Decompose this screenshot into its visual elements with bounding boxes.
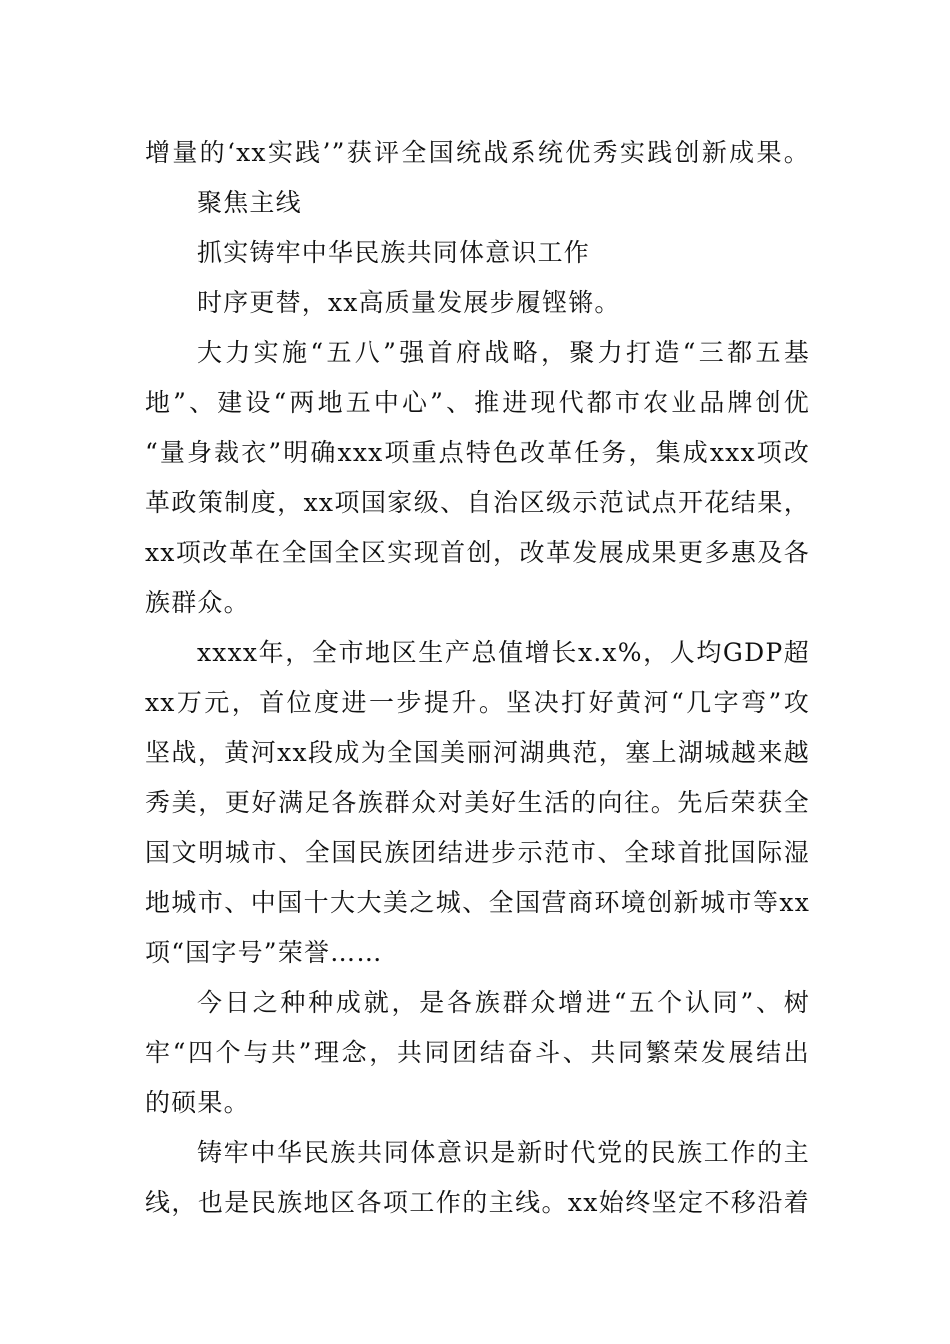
text-line: 项“国字号”荣誉……	[145, 938, 383, 967]
text-line: 今日之种种成就，是各族群众增进“五个认同”、树	[197, 988, 810, 1017]
text-line: 线，也是民族地区各项工作的主线。xx始终坚定不移沿着	[145, 1188, 810, 1217]
text-line: 铸牢中华民族共同体意识是新时代党的民族工作的主	[197, 1138, 810, 1167]
text-line: 时序更替，xx高质量发展步履铿锵。	[197, 288, 621, 317]
section-heading: 聚焦主线	[197, 188, 302, 217]
text-line: 地”、建设“两地五中心”、推进现代都市农业品牌创优	[145, 388, 810, 417]
text-line: 牢“四个与共”理念，共同团结奋斗、共同繁荣发展结出	[145, 1038, 810, 1067]
text-line: xx项改革在全国全区实现首创，改革发展成果更多惠及各	[145, 538, 810, 567]
text-line: 地城市、中国十大大美之城、全国营商环境创新城市等xx	[145, 888, 810, 917]
text-line: “量身裁衣”明确xxx项重点特色改革任务，集成xxx项改	[145, 438, 810, 467]
text-line: 的硕果。	[145, 1088, 250, 1117]
text-line: xx万元，首位度进一步提升。坚决打好黄河“几字弯”攻	[145, 688, 810, 717]
document-body	[145, 128, 810, 1228]
text-line: 革政策制度，xx项国家级、自治区级示范试点开花结果，	[145, 488, 810, 517]
text-line: 大力实施“五八”强首府战略，聚力打造“三都五基	[197, 338, 810, 367]
text-line: 族群众。	[145, 588, 250, 617]
text-line: 增量的‘xx实践’”获评全国统战系统优秀实践创新成果。	[145, 138, 810, 167]
text-line: 坚战，黄河xx段成为全国美丽河湖典范，塞上湖城越来越	[145, 738, 810, 767]
text-line: 秀美，更好满足各族群众对美好生活的向往。先后荣获全	[145, 788, 810, 817]
text-line: 国文明城市、全国民族团结进步示范市、全球首批国际湿	[145, 838, 810, 867]
text-line: xxxx年，全市地区生产总值增长x.x%，人均GDP超	[197, 638, 810, 667]
section-subheading: 抓实铸牢中华民族共同体意识工作	[197, 238, 591, 267]
